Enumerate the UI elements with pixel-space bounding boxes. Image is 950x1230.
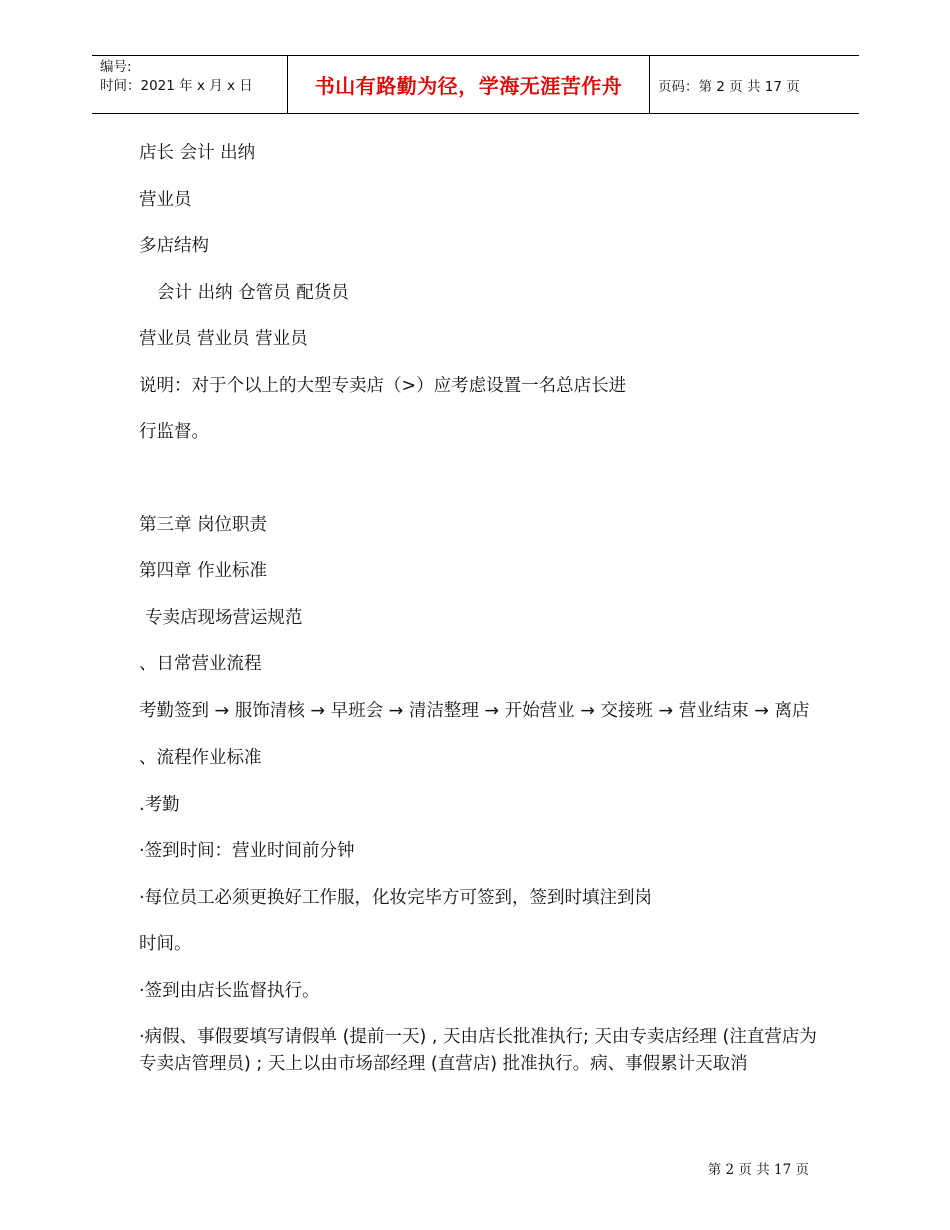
item-attendance: .考勤: [139, 794, 180, 815]
header-meta: [92, 56, 287, 113]
org-line-support: 会计 出纳 仓管员 配货员: [157, 282, 349, 303]
bullet-uniform-cont: 时间。: [139, 934, 192, 954]
header-motto: 书山有路勤为径，学海无涯苦作舟: [287, 56, 650, 113]
note-paragraph: 说明：对于个以上的大型专卖店（>）应考虑设置一名总店长进: [139, 375, 627, 396]
section-heading: 专卖店现场营运规范: [145, 607, 303, 628]
document-number-label: 编号:: [100, 59, 132, 75]
org-multi-store-heading: 多店结构: [139, 236, 209, 256]
bullet-signin-time: ·签到时间：营业时间前分钟: [139, 841, 355, 861]
page-footer: 第 2 页 共 17 页: [707, 1162, 809, 1178]
bullet-leave: ·病假、事假要填写请假单 (提前一天) , 天由店长批准执行; 天由专卖店经理 (注直营店为专卖店管理员) ; 天上以由市场部经理 (直营店) 批准执行。病、事假累计天取消: [139, 1027, 817, 1074]
document-body: [139, 140, 819, 1099]
org-line-staff: 营业员: [139, 189, 192, 210]
subsection-flow-standards: 、流程作业标准: [139, 748, 262, 768]
header-page-number: 页码：第 2 页 共 17 页: [658, 78, 800, 95]
org-line-manager: 店长 会计 出纳: [139, 143, 256, 163]
daily-flow-steps: 考勤签到 → 服饰清核 → 早班会 → 清洁整理 → 开始营业 → 交接班 → 营业结束 → 离店: [139, 700, 810, 721]
page-header: [92, 55, 859, 114]
note-paragraph-cont: 行监督。: [139, 422, 209, 442]
bullet-supervision: ·签到由店长监督执行。: [139, 980, 320, 1001]
chapter-3-heading: 第三章 岗位职责: [139, 514, 268, 535]
chapter-4-heading: 第四章 作业标准: [139, 561, 268, 581]
document-time-label: 时间：2021 年 x 月 x 日: [100, 78, 253, 94]
bullet-uniform: ·每位员工必须更换好工作服，化妆完毕方可签到，签到时填注到岗: [139, 887, 653, 908]
subsection-daily-flow: 、日常营业流程: [139, 654, 262, 674]
org-line-sales: 营业员 营业员 营业员: [139, 329, 308, 349]
spacer: [139, 466, 819, 512]
